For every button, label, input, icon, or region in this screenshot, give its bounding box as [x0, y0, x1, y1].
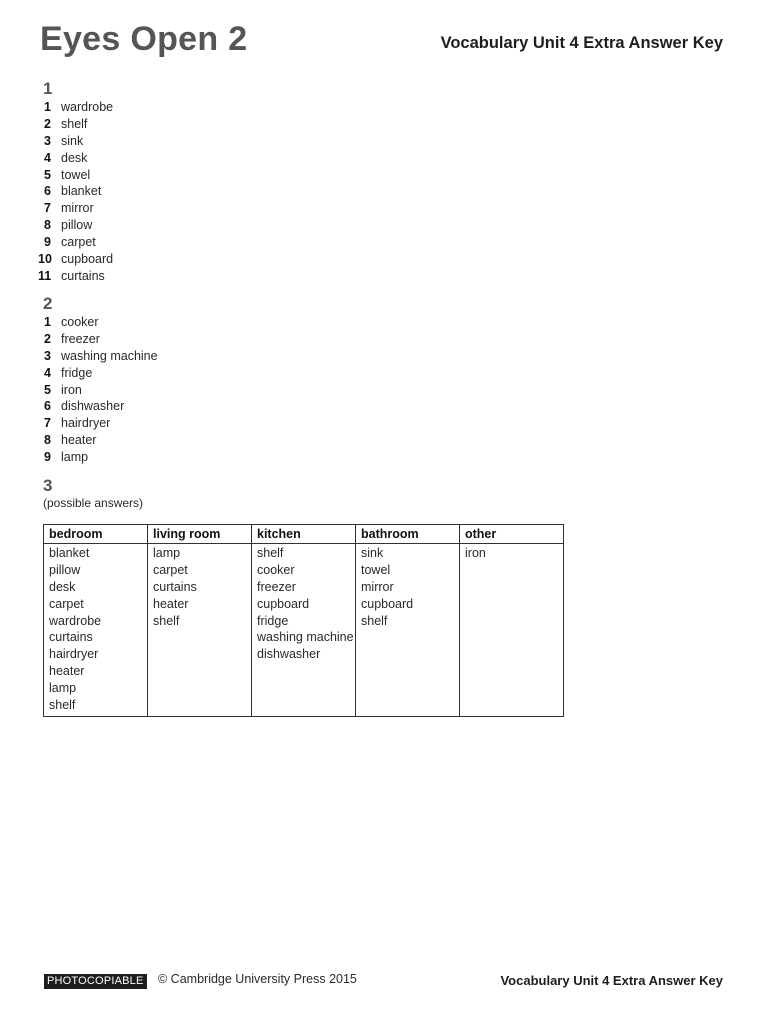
- table-cell-word: cupboard: [361, 596, 414, 611]
- page-title: Vocabulary Unit 4 Extra Answer Key: [440, 34, 723, 52]
- item-word: towel: [61, 167, 91, 182]
- item-number: 4: [44, 150, 51, 165]
- table-cell-word: desk: [49, 579, 76, 594]
- list-item: [38, 217, 113, 234]
- table-cell-word: fridge: [257, 613, 289, 628]
- item-word: washing machine: [61, 348, 158, 363]
- list-item: [38, 150, 113, 167]
- item-word: hairdryer: [61, 416, 111, 431]
- item-word: cooker: [61, 315, 99, 329]
- table-cell-word: washing machine: [257, 630, 354, 645]
- table-cell-word: sink: [361, 546, 384, 560]
- item-number: 8: [44, 218, 51, 233]
- item-word: curtains: [61, 268, 105, 283]
- table-cell-word: curtains: [49, 630, 93, 645]
- section-1-list: [38, 99, 113, 285]
- list-item: [38, 382, 158, 399]
- vocabulary-table: [43, 524, 564, 717]
- table-cell-word: heater: [49, 664, 85, 679]
- list-item: [38, 449, 158, 466]
- footer: [0, 972, 768, 992]
- list-item: [38, 365, 158, 382]
- item-word: desk: [61, 150, 88, 165]
- photocopiable-badge: PHOTOCOPIABLE: [44, 974, 147, 989]
- item-number: 1: [44, 100, 51, 114]
- item-word: carpet: [61, 235, 96, 250]
- other-cell: [460, 544, 564, 717]
- table-header-row: [44, 525, 564, 544]
- table-cell-word: shelf: [49, 698, 76, 713]
- table-cell-word: cupboard: [257, 596, 310, 611]
- column-header-living-room: living room: [148, 525, 252, 544]
- table-cell-word: heater: [153, 596, 189, 611]
- bedroom-cell: [44, 544, 148, 717]
- item-number: 5: [44, 167, 51, 182]
- item-word: dishwasher: [61, 399, 125, 414]
- table-cell-word: lamp: [153, 546, 181, 560]
- item-word: mirror: [61, 201, 94, 216]
- item-word: lamp: [61, 450, 89, 465]
- table-cell-word: carpet: [153, 562, 188, 577]
- list-item: [38, 133, 113, 150]
- item-number: 2: [44, 116, 51, 131]
- item-word: blanket: [61, 184, 102, 199]
- item-number: 9: [44, 235, 51, 250]
- item-word: fridge: [61, 365, 93, 380]
- table-cell-word: carpet: [49, 596, 84, 611]
- table-cell-word: dishwasher: [257, 647, 321, 662]
- item-number: 6: [44, 399, 51, 414]
- item-number: 5: [44, 382, 51, 397]
- table-cell-word: mirror: [361, 579, 394, 594]
- table-cell-word: towel: [361, 562, 391, 577]
- list-item: [38, 432, 158, 449]
- list-item: [38, 251, 113, 268]
- bathroom-cell: [356, 544, 460, 717]
- item-number: 7: [44, 201, 51, 216]
- item-word: iron: [61, 382, 82, 397]
- item-word: freezer: [61, 331, 100, 346]
- table-cell-word: lamp: [49, 681, 77, 696]
- table-cell-word: cooker: [257, 562, 295, 577]
- living-room-cell: [148, 544, 252, 717]
- item-number: 3: [44, 133, 51, 148]
- table-cell-word: wardrobe: [49, 613, 102, 628]
- item-word: wardrobe: [61, 100, 114, 114]
- brand-title: Eyes Open 2: [40, 20, 248, 58]
- item-number: 3: [44, 348, 51, 363]
- item-word: sink: [61, 133, 84, 148]
- column-header-kitchen: kitchen: [252, 525, 356, 544]
- copyright-notice: © Cambridge University Press 2015: [158, 972, 357, 986]
- kitchen-cell: [252, 544, 356, 717]
- column-header-other: other: [460, 525, 564, 544]
- item-number: 11: [38, 268, 52, 283]
- table-cell-word: freezer: [257, 579, 296, 594]
- table-cell-word: shelf: [257, 546, 284, 560]
- list-item: [38, 268, 113, 285]
- section-1-heading: 1: [43, 79, 53, 98]
- table-cell-word: pillow: [49, 562, 81, 577]
- section-2-heading: 2: [43, 294, 53, 313]
- item-word: pillow: [61, 218, 93, 233]
- item-number: 9: [44, 450, 51, 465]
- item-number: 6: [44, 184, 51, 199]
- column-header-bathroom: bathroom: [356, 525, 460, 544]
- list-item: [38, 234, 113, 251]
- item-number: 2: [44, 331, 51, 346]
- list-item: [38, 331, 158, 348]
- footer-title: Vocabulary Unit 4 Extra Answer Key: [500, 973, 723, 988]
- table-cell-word: hairdryer: [49, 647, 99, 662]
- list-item: [38, 415, 158, 432]
- list-item: [38, 99, 113, 116]
- item-number: 7: [44, 416, 51, 431]
- list-item: [38, 116, 113, 133]
- item-number: 10: [38, 252, 52, 267]
- list-item: [38, 183, 113, 200]
- list-item: [38, 398, 158, 415]
- list-item: [38, 314, 158, 331]
- table-cell-word: curtains: [153, 579, 197, 594]
- table-cell-word: shelf: [153, 613, 180, 628]
- section-2-list: [38, 314, 158, 466]
- table-cell-word: iron: [465, 546, 486, 560]
- list-item: [38, 348, 158, 365]
- list-item: [38, 200, 113, 217]
- item-number: 4: [44, 365, 51, 380]
- section-3-heading: 3: [43, 476, 53, 495]
- table-cell-word: shelf: [361, 613, 388, 628]
- item-word: shelf: [61, 116, 88, 131]
- table-cell-word: blanket: [49, 546, 90, 560]
- item-word: cupboard: [61, 252, 114, 267]
- table-row: [44, 544, 564, 717]
- item-number: 8: [44, 433, 51, 448]
- list-item: [38, 167, 113, 184]
- item-number: 1: [44, 315, 51, 329]
- column-header-bedroom: bedroom: [44, 525, 148, 544]
- item-word: heater: [61, 433, 97, 448]
- section-3-note: (possible answers): [43, 496, 144, 510]
